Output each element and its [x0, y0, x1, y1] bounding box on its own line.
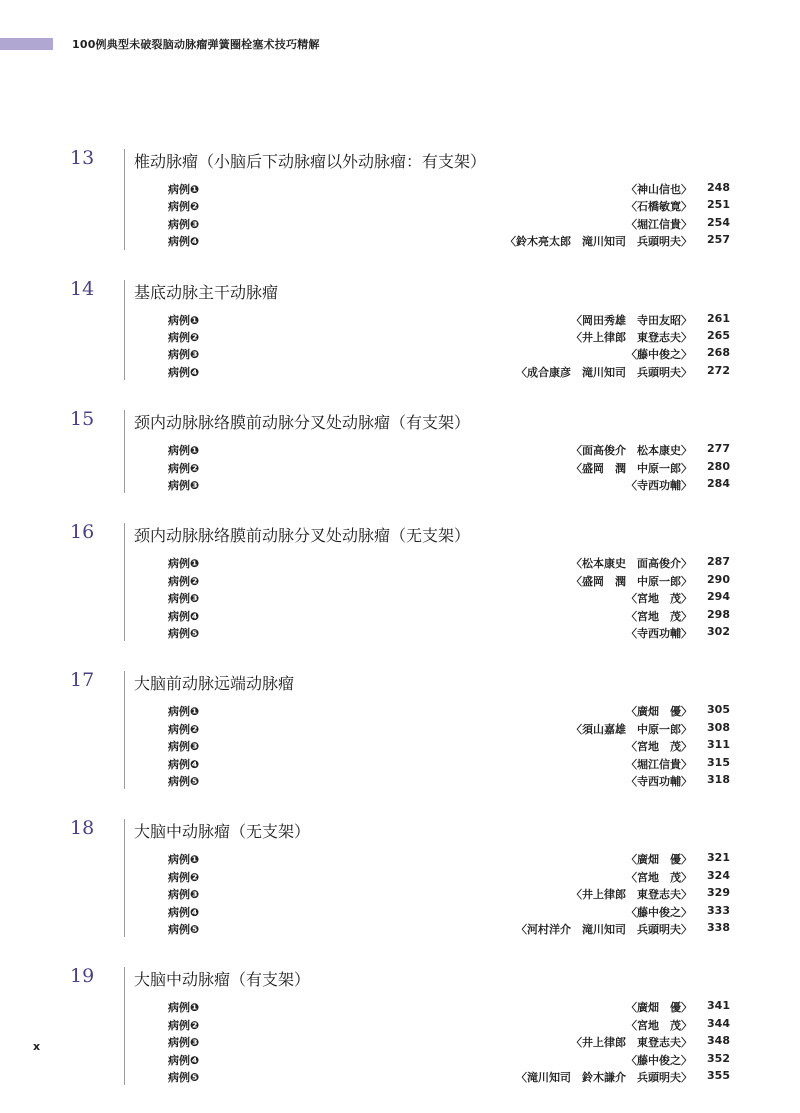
case-authors: 〈堀江信貴〉	[626, 217, 692, 231]
case-label: 病例❺	[168, 626, 200, 640]
case-list	[168, 441, 730, 493]
case-entry[interactable]	[168, 345, 730, 362]
case-label: 病例❺	[168, 1070, 200, 1084]
case-entry[interactable]	[168, 1033, 730, 1050]
case-entry[interactable]	[168, 850, 730, 867]
case-authors: 〈宮地 茂〉	[626, 740, 692, 754]
case-authors: 〈須山嘉雄 中原一郎〉	[571, 722, 692, 736]
case-entry[interactable]	[168, 180, 730, 197]
section-number: 13	[70, 147, 95, 169]
case-page-number: 344	[707, 1016, 730, 1030]
case-authors: 〈藤中俊之〉	[626, 1053, 692, 1067]
case-label: 病例❸	[168, 1036, 200, 1050]
case-authors: 〈廣畑 優〉	[626, 705, 692, 719]
case-list	[168, 180, 730, 250]
toc-section	[0, 147, 800, 278]
case-page-number: 318	[707, 772, 730, 786]
case-page-number: 294	[707, 590, 730, 604]
case-authors: 〈面高俊介 松本康史〉	[571, 444, 692, 458]
case-list	[168, 554, 730, 641]
case-authors: 〈松本康史 面高俊介〉	[571, 557, 692, 571]
case-label: 病例❸	[168, 740, 200, 754]
case-entry[interactable]	[168, 476, 730, 493]
case-entry[interactable]	[168, 589, 730, 606]
case-page-number: 298	[707, 607, 730, 621]
case-authors: 〈河村洋介 滝川知司 兵頭明夫〉	[516, 922, 692, 936]
case-authors: 〈廣畑 優〉	[626, 853, 692, 867]
case-authors: 〈岡田秀雄 寺田友昭〉	[571, 313, 692, 327]
case-entry[interactable]	[168, 868, 730, 885]
case-entry[interactable]	[168, 1016, 730, 1033]
case-authors: 〈藤中俊之〉	[626, 348, 692, 362]
toc-section	[0, 965, 800, 1113]
section-title[interactable]: 大脑前动脉远端动脉瘤	[134, 674, 295, 694]
case-entry[interactable]	[168, 1051, 730, 1068]
case-authors: 〈盛岡 潤 中原一郎〉	[571, 574, 692, 588]
section-title[interactable]: 大脑中动脉瘤（有支架）	[134, 970, 311, 990]
case-label: 病例❷	[168, 1018, 200, 1032]
case-label: 病例❶	[168, 444, 200, 458]
case-entry[interactable]	[168, 572, 730, 589]
section-divider-rule	[124, 819, 125, 937]
section-divider-rule	[124, 149, 125, 250]
case-authors: 〈鈴木亮太郎 滝川知司 兵頭明夫〉	[505, 235, 692, 249]
case-page-number: 302	[707, 624, 730, 638]
case-page-number: 348	[707, 1034, 730, 1048]
case-label: 病例❸	[168, 478, 200, 492]
case-authors: 〈宮地 茂〉	[626, 609, 692, 623]
case-page-number: 305	[707, 703, 730, 717]
case-page-number: 341	[707, 999, 730, 1013]
case-page-number: 265	[707, 328, 730, 342]
section-divider-rule	[124, 967, 125, 1085]
case-entry[interactable]	[168, 459, 730, 476]
case-entry[interactable]	[168, 554, 730, 571]
case-page-number: 311	[707, 738, 730, 752]
case-page-number: 329	[707, 886, 730, 900]
toc-section	[0, 669, 800, 817]
case-authors: 〈寺西功輔〉	[626, 478, 692, 492]
case-entry[interactable]	[168, 363, 730, 380]
case-label: 病例❶	[168, 705, 200, 719]
case-entry[interactable]	[168, 197, 730, 214]
case-label: 病例❸	[168, 888, 200, 902]
case-entry[interactable]	[168, 441, 730, 458]
case-label: 病例❷	[168, 870, 200, 884]
section-divider-rule	[124, 280, 125, 381]
case-entry[interactable]	[168, 232, 730, 249]
case-label: 病例❷	[168, 574, 200, 588]
case-label: 病例❸	[168, 348, 200, 362]
section-number: 14	[70, 277, 95, 300]
case-authors: 〈藤中俊之〉	[626, 905, 692, 919]
case-entry[interactable]	[168, 1068, 730, 1085]
case-page-number: 254	[707, 215, 730, 229]
case-label: 病例❹	[168, 609, 200, 623]
case-entry[interactable]	[168, 311, 730, 328]
case-authors: 〈盛岡 潤 中原一郎〉	[571, 461, 692, 475]
case-entry[interactable]	[168, 720, 730, 737]
case-authors: 〈宮地 茂〉	[626, 592, 692, 606]
section-number: 15	[70, 408, 95, 431]
case-authors: 〈廣畑 優〉	[626, 1001, 692, 1015]
case-label: 病例❶	[168, 183, 200, 196]
toc-section	[0, 817, 800, 965]
case-label: 病例❺	[168, 774, 200, 788]
case-authors: 〈寺西功輔〉	[626, 626, 692, 640]
case-label: 病例❶	[168, 1001, 200, 1015]
case-list	[168, 702, 730, 789]
case-label: 病例❹	[168, 235, 200, 249]
header-color-bar	[0, 38, 53, 50]
case-entry[interactable]	[168, 998, 730, 1015]
case-page-number: 268	[707, 346, 730, 360]
case-label: 病例❹	[168, 365, 200, 379]
case-page-number: 308	[707, 720, 730, 734]
case-page-number: 333	[707, 903, 730, 917]
case-label: 病例❷	[168, 722, 200, 736]
case-label: 病例❺	[168, 922, 200, 936]
case-label: 病例❶	[168, 557, 200, 571]
case-label: 病例❹	[168, 905, 200, 919]
case-list	[168, 311, 730, 381]
case-entry[interactable]	[168, 328, 730, 345]
case-page-number: 257	[707, 233, 730, 247]
section-title[interactable]: 颈内动脉脉络膜前动脉分叉处动脉瘤（无支架）	[134, 526, 471, 546]
running-header-title: 100例典型未破裂脑动脉瘤弹簧圈栓塞术技巧精解	[72, 38, 320, 51]
section-number: 16	[70, 521, 95, 544]
section-number: 18	[70, 817, 95, 840]
case-label: 病例❶	[168, 313, 200, 327]
section-divider-rule	[124, 671, 125, 789]
case-label: 病例❹	[168, 1053, 200, 1067]
case-authors: 〈宮地 茂〉	[626, 1018, 692, 1032]
case-authors: 〈宮地 茂〉	[626, 870, 692, 884]
case-label: 病例❷	[168, 330, 200, 344]
case-label: 病例❹	[168, 757, 200, 771]
case-entry[interactable]	[168, 215, 730, 232]
case-authors: 〈井上律郎 東登志夫〉	[571, 888, 692, 902]
table-of-contents	[0, 147, 800, 1113]
case-page-number: 290	[707, 572, 730, 586]
case-label: 病例❷	[168, 200, 200, 214]
section-divider-rule	[124, 410, 125, 493]
toc-section	[0, 278, 800, 409]
case-authors: 〈滝川知司 鈴木謙介 兵頭明夫〉	[516, 1070, 692, 1084]
section-divider-rule	[124, 523, 125, 641]
case-label: 病例❸	[168, 217, 200, 231]
case-page-number: 284	[707, 476, 730, 490]
case-page-number: 321	[707, 851, 730, 865]
case-page-number: 272	[707, 363, 730, 377]
case-page-number: 280	[707, 459, 730, 473]
case-page-number: 251	[707, 198, 730, 212]
case-entry[interactable]	[168, 903, 730, 920]
case-authors: 〈成合康彦 滝川知司 兵頭明夫〉	[516, 365, 692, 379]
case-entry[interactable]	[168, 737, 730, 754]
case-page-number: 355	[707, 1068, 730, 1082]
toc-section	[0, 521, 800, 669]
case-entry[interactable]	[168, 885, 730, 902]
case-entry[interactable]	[168, 702, 730, 719]
case-list	[168, 998, 730, 1085]
case-authors: 〈堀江信貴〉	[626, 757, 692, 771]
case-entry[interactable]	[168, 772, 730, 789]
section-title[interactable]: 大脑中动脉瘤（无支架）	[134, 822, 311, 842]
case-page-number: 315	[707, 755, 730, 769]
case-authors: 〈井上律郎 東登志夫〉	[571, 330, 692, 344]
case-entry[interactable]	[168, 607, 730, 624]
case-label: 病例❷	[168, 461, 200, 475]
section-title[interactable]: 基底动脉主干动脉瘤	[134, 282, 279, 302]
case-page-number: 277	[707, 442, 730, 456]
case-entry[interactable]	[168, 624, 730, 641]
case-label: 病例❸	[168, 592, 200, 606]
case-page-number: 324	[707, 868, 730, 882]
case-page-number: 248	[707, 181, 730, 194]
case-authors: 〈寺西功輔〉	[626, 774, 692, 788]
page-number: x	[33, 1040, 41, 1053]
section-number: 19	[70, 965, 95, 988]
case-page-number: 261	[707, 311, 730, 325]
case-entry[interactable]	[168, 755, 730, 772]
case-list	[168, 850, 730, 937]
toc-section	[0, 408, 800, 521]
case-authors: 〈井上律郎 東登志夫〉	[571, 1036, 692, 1050]
case-label: 病例❶	[168, 853, 200, 867]
case-page-number: 352	[707, 1051, 730, 1065]
section-title[interactable]: 椎动脉瘤（小脑后下动脉瘤以外动脉瘤：有支架）	[134, 152, 487, 171]
section-number: 17	[70, 669, 95, 692]
case-entry[interactable]	[168, 920, 730, 937]
case-page-number: 287	[707, 555, 730, 569]
case-authors: 〈石橋敏寛〉	[626, 200, 692, 214]
section-title[interactable]: 颈内动脉脉络膜前动脉分叉处动脉瘤（有支架）	[134, 413, 471, 433]
case-page-number: 338	[707, 920, 730, 934]
case-authors: 〈神山信也〉	[626, 183, 692, 196]
